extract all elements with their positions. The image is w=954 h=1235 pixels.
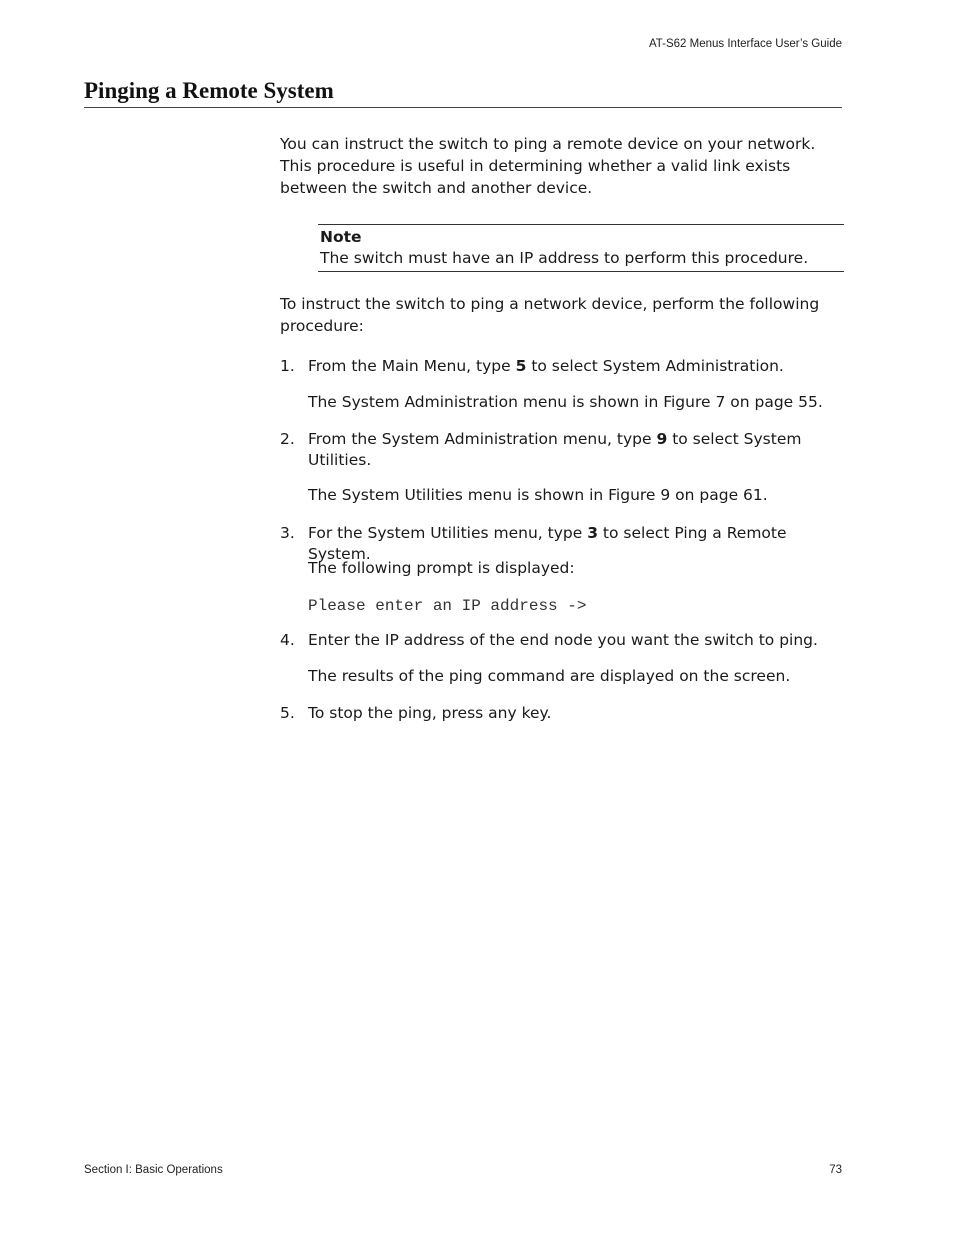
note-text: The switch must have an IP address to perform this procedure.: [320, 249, 809, 267]
menu-key: 5: [515, 357, 527, 375]
step-text: [308, 429, 842, 471]
step-text: To stop the ping, press any key.: [308, 704, 552, 722]
step-text-part: From the Main Menu, type: [308, 357, 516, 375]
step-4-result: The results of the ping command are displayed on the screen.: [308, 667, 791, 685]
step-text: [308, 356, 842, 377]
step-3-result: The following prompt is displayed:: [308, 559, 575, 577]
step-number: 3.: [280, 524, 295, 542]
procedure-intro: [280, 293, 842, 337]
step-text-part: From the System Administration menu, type: [308, 430, 657, 448]
step-number: 1.: [280, 357, 295, 375]
step-text-part: to select Ping a Remote System.: [308, 524, 787, 563]
intro-paragraph: [280, 133, 842, 199]
page-number: 73: [829, 1164, 842, 1176]
note-label: Note: [320, 228, 362, 246]
step-number: 4.: [280, 631, 295, 649]
step-2-result: The System Utilities menu is shown in Figure 9 on page 61.: [308, 486, 768, 504]
menu-key: 9: [656, 430, 668, 448]
step-text-part: to select System: [667, 430, 802, 448]
section-title: Pinging a Remote System: [84, 78, 842, 108]
step-text-part: For the System Utilities menu, type: [308, 524, 588, 542]
menu-key: 3: [587, 524, 598, 542]
step-number: 5.: [280, 704, 295, 722]
intro-line: between the switch and another device.: [280, 179, 593, 197]
running-header: AT-S62 Menus Interface User’s Guide: [648, 38, 842, 50]
prompt-code: Please enter an IP address ->: [308, 597, 587, 615]
step-text-part: Utilities.: [308, 451, 372, 469]
procedure-intro-line: procedure:: [280, 317, 364, 335]
footer-section: Section I: Basic Operations: [84, 1164, 223, 1176]
intro-line: This procedure is useful in determining whether a valid link exists: [280, 157, 791, 175]
note-box: [318, 224, 844, 272]
step-number: 2.: [280, 430, 295, 448]
step-text-part: to select System Administration.: [526, 357, 784, 375]
step-1-result: The System Administration menu is shown in Figure 7 on page 55.: [308, 393, 823, 411]
step-text: Enter the IP address of the end node you want the switch to ping.: [308, 631, 818, 649]
procedure-intro-line: To instruct the switch to ping a network device, perform the following: [280, 295, 820, 313]
intro-line: You can instruct the switch to ping a remote device on your network.: [280, 135, 816, 153]
